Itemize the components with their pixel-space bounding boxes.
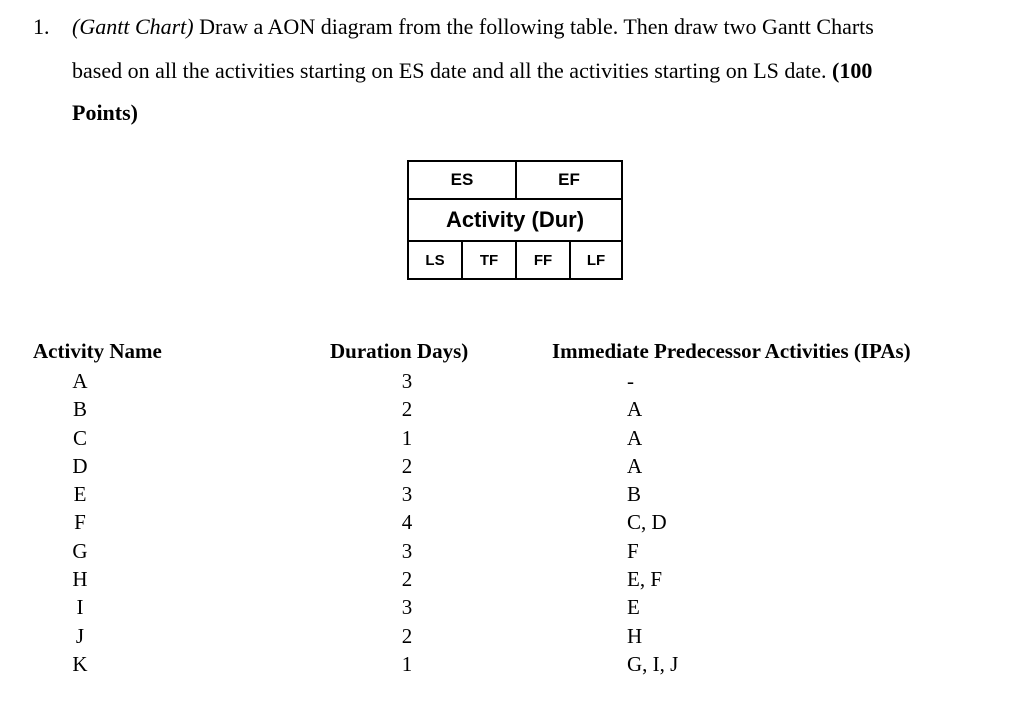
- duration-cell: 1: [401, 651, 413, 676]
- ipa-cell: -: [627, 369, 634, 393]
- node-tf-cell: TF: [461, 240, 517, 280]
- duration-cell: 2: [401, 623, 413, 648]
- ipa-cell: A: [627, 453, 643, 478]
- duration-cell: 2: [401, 397, 413, 422]
- activity-name-cell: C: [72, 425, 87, 450]
- duration-cell: 2: [401, 567, 413, 592]
- question-text-2: based on all the activities starting on ES date and all the activities starting on LS date.: [72, 58, 833, 83]
- column-duration: [392, 367, 422, 678]
- activity-name-cell: A: [72, 369, 88, 393]
- node-lf-cell: LF: [569, 240, 623, 280]
- header-activity-name: Activity Name: [33, 339, 162, 363]
- node-activity-cell: Activity (Dur): [407, 198, 623, 242]
- column-ipa: [600, 367, 690, 678]
- ipa-cell: F: [627, 538, 639, 563]
- node-ff-cell: FF: [515, 240, 571, 280]
- question-line-2: [72, 58, 872, 84]
- ipa-cell: H: [627, 623, 643, 648]
- activity-name-cell: H: [72, 567, 88, 592]
- question-title: (Gantt Chart): [72, 14, 194, 39]
- duration-cell: 3: [401, 595, 413, 620]
- points-label-2: Points): [72, 100, 138, 125]
- duration-cell: 3: [401, 538, 413, 563]
- activity-name-cell: K: [72, 651, 88, 676]
- activity-name-cell: I: [76, 595, 84, 620]
- duration-cell: 4: [401, 510, 413, 535]
- column-activity-name: [60, 367, 100, 678]
- ipa-cell: G, I, J: [627, 651, 679, 676]
- activity-name-cell: F: [74, 510, 86, 535]
- duration-cell: 1: [401, 425, 413, 450]
- points-label-1: (100: [832, 58, 873, 83]
- header-ipa: Immediate Predecessor Activities (IPAs): [552, 339, 911, 363]
- aon-node-legend: [407, 160, 623, 280]
- activity-name-cell: G: [72, 538, 88, 563]
- header-duration: Duration Days): [330, 339, 469, 363]
- activity-name-cell: J: [75, 623, 85, 648]
- node-ef-cell: EF: [515, 160, 623, 200]
- ipa-cell: A: [627, 425, 643, 450]
- question-text-1: Draw a AON diagram from the following table. Then draw two Gantt Charts: [193, 14, 874, 39]
- activity-name-cell: E: [73, 482, 87, 507]
- activity-name-cell: B: [72, 397, 87, 422]
- ipa-cell: E, F: [627, 567, 663, 592]
- ipa-cell: A: [627, 397, 643, 422]
- question-number: 1.: [33, 14, 50, 39]
- ipa-cell: E: [627, 595, 640, 620]
- ipa-cell: B: [627, 482, 642, 507]
- node-es-cell: ES: [407, 160, 517, 200]
- question-line-3: [72, 100, 138, 126]
- duration-cell: 3: [401, 482, 413, 507]
- ipa-cell: C, D: [627, 510, 667, 535]
- duration-cell: 2: [401, 453, 413, 478]
- question-line-1: [72, 14, 874, 40]
- node-ls-cell: LS: [407, 240, 463, 280]
- duration-cell: 3: [401, 369, 413, 393]
- activity-name-cell: D: [72, 453, 88, 478]
